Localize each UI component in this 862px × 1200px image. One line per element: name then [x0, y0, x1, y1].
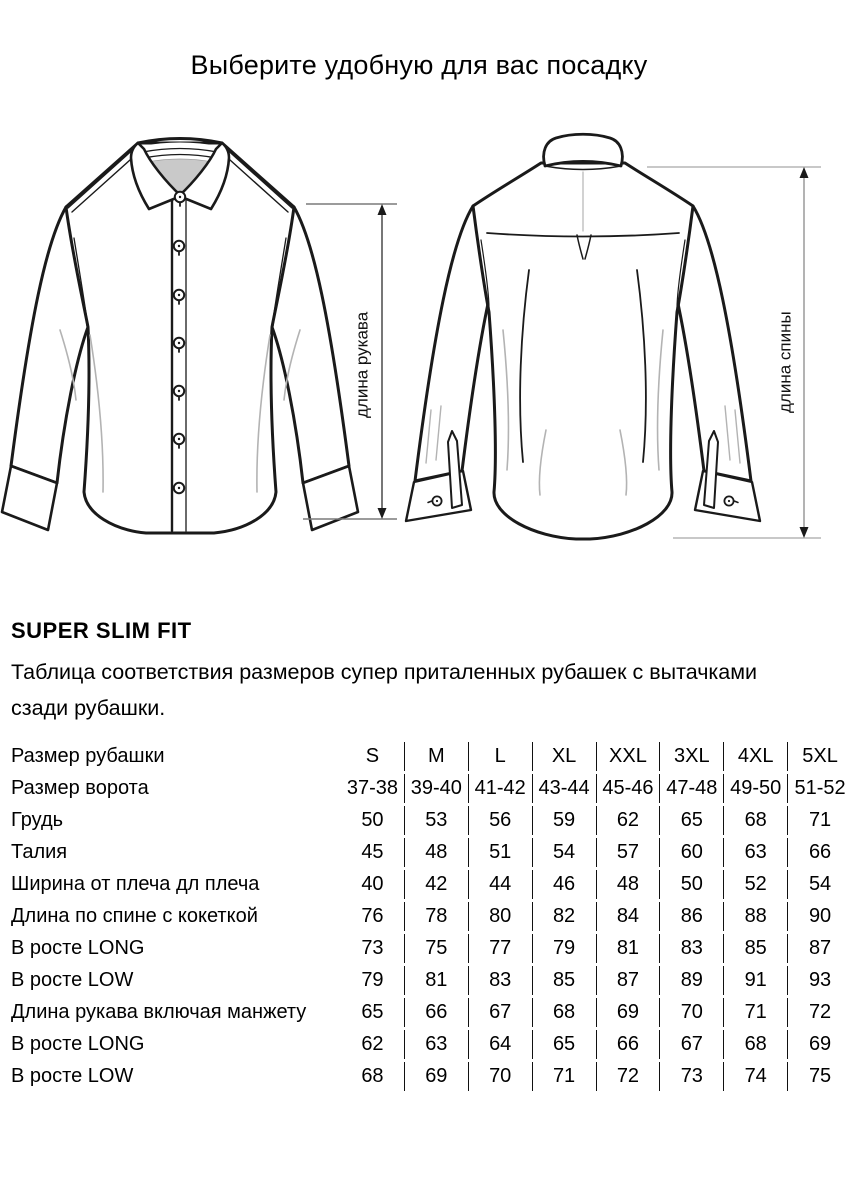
- size-cell: 81: [405, 966, 469, 995]
- row-label: Талия: [11, 841, 68, 863]
- size-cell: 62: [597, 806, 661, 835]
- row-label: Размер ворота: [11, 777, 149, 799]
- size-cell: 40: [341, 870, 405, 899]
- size-cell: 65: [533, 1030, 597, 1059]
- row-label: В росте LONG: [11, 937, 145, 959]
- size-cell: 73: [341, 934, 405, 963]
- size-cell: 70: [469, 1062, 533, 1091]
- size-cell: 47-48: [660, 774, 724, 803]
- table-row: [11, 998, 852, 1027]
- fit-description-line-1: Таблица соответствия размеров супер приталенных рубашек с вытачками: [11, 660, 758, 684]
- front-shirt-drawing: [2, 139, 358, 534]
- size-cell: 66: [405, 998, 469, 1027]
- size-cell: L: [469, 742, 533, 771]
- size-cell: 79: [533, 934, 597, 963]
- size-cell: 54: [808, 873, 832, 895]
- size-cell: 70: [660, 998, 724, 1027]
- size-cell: 83: [660, 934, 724, 963]
- size-cell: 59: [533, 806, 597, 835]
- size-cell: 66: [808, 841, 832, 863]
- size-cell: 68: [724, 1030, 788, 1059]
- size-cell: 67: [660, 1030, 724, 1059]
- size-cell: 86: [660, 902, 724, 931]
- size-cell: 56: [469, 806, 533, 835]
- size-cell: 50: [660, 870, 724, 899]
- size-cell: 3XL: [660, 742, 724, 771]
- size-cell: 48: [597, 870, 661, 899]
- arrowhead-down-icon: [800, 527, 809, 538]
- size-cell: 68: [724, 806, 788, 835]
- size-cell: 88: [724, 902, 788, 931]
- size-cell: 69: [405, 1062, 469, 1091]
- row-label: В росте LOW: [11, 969, 134, 991]
- size-cell: 71: [724, 998, 788, 1027]
- size-cell: 51-52: [794, 777, 846, 799]
- size-cell: 75: [405, 934, 469, 963]
- size-cell: 91: [724, 966, 788, 995]
- size-cell: 79: [341, 966, 405, 995]
- size-cell: 37-38: [341, 774, 405, 803]
- page-title: Выберите удобную для вас посадку: [190, 50, 648, 80]
- size-cell: 4XL: [724, 742, 788, 771]
- size-cell: 51: [469, 838, 533, 867]
- size-cell: 84: [597, 902, 661, 931]
- size-cell: 62: [341, 1030, 405, 1059]
- size-cell: 53: [405, 806, 469, 835]
- row-label: Ширина от плеча дл плеча: [11, 873, 260, 895]
- size-cell: 81: [597, 934, 661, 963]
- fit-description: [11, 654, 852, 726]
- row-label: Длина по спине с кокеткой: [11, 905, 258, 927]
- size-cell: 39-40: [405, 774, 469, 803]
- size-cell: 75: [808, 1065, 832, 1087]
- size-cell: 48: [405, 838, 469, 867]
- size-cell: 74: [724, 1062, 788, 1091]
- size-cell: 68: [341, 1062, 405, 1091]
- row-label: В росте LONG: [11, 1033, 145, 1055]
- size-cell: 5XL: [802, 745, 838, 767]
- size-cell: 69: [808, 1033, 832, 1055]
- size-cell: 43-44: [533, 774, 597, 803]
- size-cell: 89: [660, 966, 724, 995]
- arrowhead-up-icon: [800, 167, 809, 178]
- size-cell: M: [405, 742, 469, 771]
- row-label: Длина рукава включая манжету: [11, 1001, 307, 1023]
- size-cell: 78: [405, 902, 469, 931]
- size-cell: 57: [597, 838, 661, 867]
- arrowhead-up-icon: [378, 204, 387, 215]
- size-cell: 60: [660, 838, 724, 867]
- size-cell: 44: [469, 870, 533, 899]
- table-row: [11, 1062, 852, 1091]
- size-cell: 50: [341, 806, 405, 835]
- size-cell: 66: [597, 1030, 661, 1059]
- table-row: [11, 1030, 852, 1059]
- size-cell: 71: [533, 1062, 597, 1091]
- row-label: Размер рубашки: [11, 745, 165, 767]
- size-table-section: [11, 618, 852, 1094]
- size-cell: 72: [597, 1062, 661, 1091]
- table-row: [11, 902, 852, 931]
- table-row: [11, 838, 852, 867]
- size-cell: 69: [597, 998, 661, 1027]
- fit-heading: SUPER SLIM FIT: [11, 618, 192, 643]
- size-cell: 80: [469, 902, 533, 931]
- size-cell: 45: [341, 838, 405, 867]
- table-row: [11, 742, 852, 771]
- size-cell: 82: [533, 902, 597, 931]
- table-row: [11, 806, 852, 835]
- size-cell: 63: [724, 838, 788, 867]
- size-cell: 87: [597, 966, 661, 995]
- size-cell: 65: [341, 998, 405, 1027]
- table-row: [11, 934, 852, 963]
- size-cell: 83: [469, 966, 533, 995]
- size-cell: 85: [724, 934, 788, 963]
- size-cell: 87: [808, 937, 832, 959]
- size-cell: 65: [660, 806, 724, 835]
- table-row: [11, 870, 852, 899]
- size-cell: 73: [660, 1062, 724, 1091]
- size-cell: 52: [724, 870, 788, 899]
- size-cell: 46: [533, 870, 597, 899]
- row-label: Грудь: [11, 809, 64, 831]
- size-cell: 41-42: [469, 774, 533, 803]
- size-cell: 77: [469, 934, 533, 963]
- size-cell: 64: [469, 1030, 533, 1059]
- size-cell: XXL: [597, 742, 661, 771]
- size-cell: 93: [808, 969, 832, 991]
- size-cell: XL: [533, 742, 597, 771]
- size-cell: 85: [533, 966, 597, 995]
- size-cell: 68: [533, 998, 597, 1027]
- size-cell: 45-46: [597, 774, 661, 803]
- size-cell: 49-50: [724, 774, 788, 803]
- size-table-body: [11, 742, 852, 1091]
- table-row: [11, 966, 852, 995]
- fit-description-line-2: сзади рубашки.: [11, 696, 166, 720]
- back-shirt-drawing: [406, 134, 760, 539]
- size-table: [11, 739, 852, 1094]
- row-label: В росте LOW: [11, 1065, 134, 1087]
- arrowhead-down-icon: [378, 508, 387, 519]
- size-cell: 76: [341, 902, 405, 931]
- back-length-label: длина спины: [775, 311, 795, 413]
- size-cell: 72: [808, 1001, 832, 1023]
- size-cell: S: [341, 742, 405, 771]
- size-cell: 42: [405, 870, 469, 899]
- size-cell: 71: [808, 809, 832, 831]
- size-cell: 63: [405, 1030, 469, 1059]
- table-row: [11, 774, 852, 803]
- size-cell: 67: [469, 998, 533, 1027]
- sleeve-length-label: длина рукава: [352, 311, 372, 418]
- size-cell: 54: [533, 838, 597, 867]
- size-cell: 90: [808, 905, 832, 927]
